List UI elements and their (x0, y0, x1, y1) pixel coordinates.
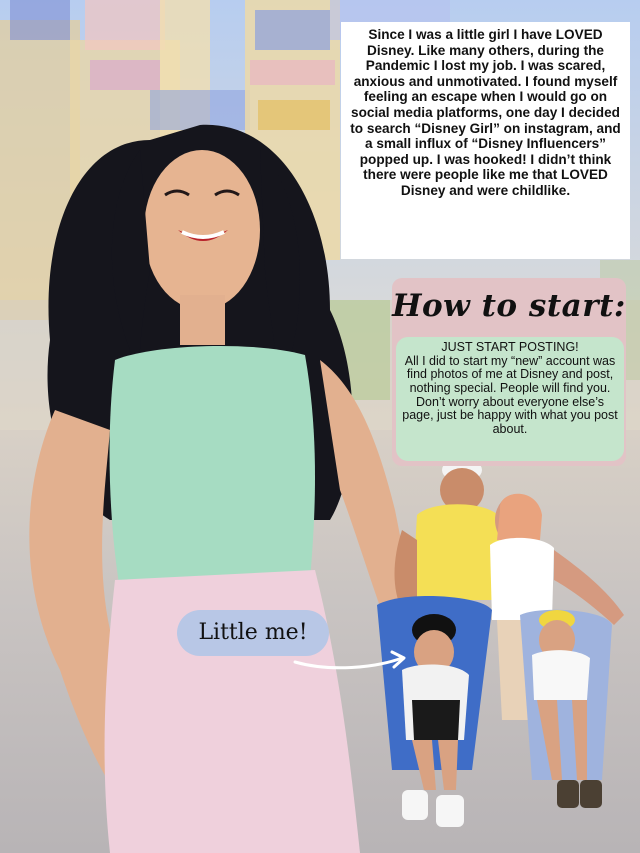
story-text-box (341, 22, 630, 259)
arrow-icon (290, 640, 420, 680)
tips-body: All I did to start my “new” account was find photos of me at Disney and post, nothing special. People will find you. Don’t worry about everyone else’s page, just be happy with what you post about. (402, 353, 618, 437)
little-me-text: Little me! (198, 620, 308, 645)
tips-heading: JUST START POSTING! (441, 340, 579, 354)
how-to-start-title: How to start: (392, 288, 626, 324)
how-to-start-tips (396, 337, 624, 461)
story-paragraph: Since I was a little girl I have LOVED Disney. Like many others, during the Pandemic I lost my job. I was scared, anxious and unmotivated. I found myself feeling an escape when I would go on social media platforms, one day I decided to search “Disney Girl” on instagram, and a small influx of “Disney Influencers” popped up. I was hooked! I didn’t think there were people like me that LOVED Disney and were childlike. (350, 27, 621, 198)
